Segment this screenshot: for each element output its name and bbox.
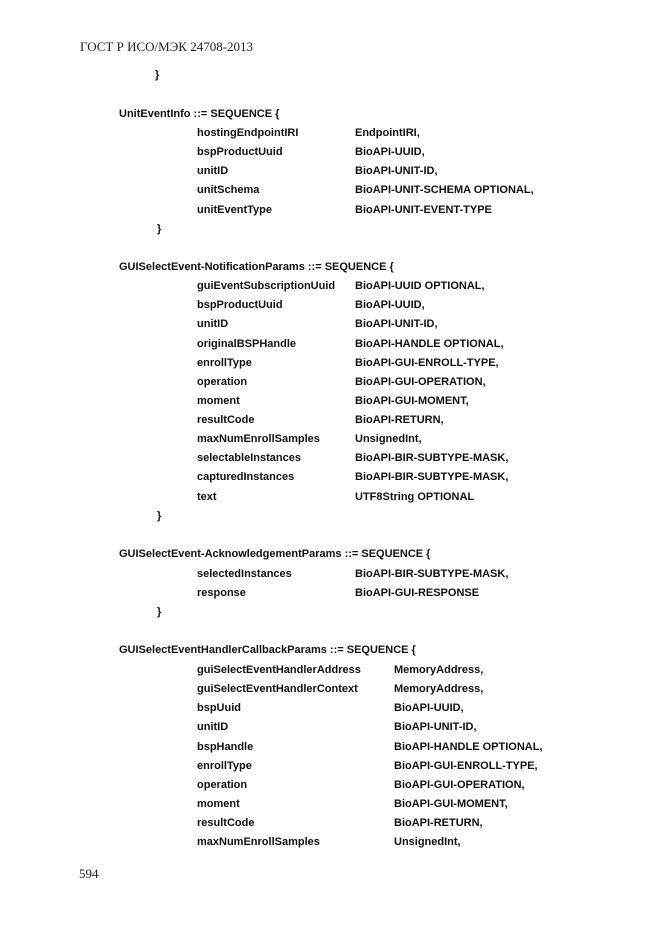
closing-brace: } <box>157 606 162 618</box>
field-name: unitEventType <box>197 204 272 216</box>
field-type: BioAPI-UUID OPTIONAL, <box>355 280 485 292</box>
block-title: GUISelectEvent-AcknowledgementParams ::= SEQUENCE { <box>119 548 431 560</box>
field-type: BioAPI-GUI-MOMENT, <box>355 395 469 407</box>
block-title: GUISelectEventHandlerCallbackParams ::= SEQUENCE { <box>119 644 416 656</box>
field-name: capturedInstances <box>197 471 295 483</box>
field-type: BioAPI-HANDLE OPTIONAL, <box>394 741 543 753</box>
field-type: BioAPI-UUID, <box>394 702 464 714</box>
field-type: BioAPI-BIR-SUBTYPE-MASK, <box>355 568 509 580</box>
field-type: BioAPI-UNIT-ID, <box>355 165 438 177</box>
field-name: operation <box>197 376 248 388</box>
field-type: BioAPI-BIR-SUBTYPE-MASK, <box>355 452 509 464</box>
field-name: unitSchema <box>197 184 260 196</box>
field-type: BioAPI-UNIT-ID, <box>355 318 438 330</box>
field-type: BioAPI-UUID, <box>355 146 425 158</box>
field-type: BioAPI-GUI-MOMENT, <box>394 798 508 810</box>
field-name: originalBSPHandle <box>197 338 297 350</box>
page-header: ГОСТ Р ИСО/МЭК 24708-2013 <box>80 39 254 54</box>
block-title: GUISelectEvent-NotificationParams ::= SEQUENCE { <box>119 261 394 273</box>
field-type: BioAPI-GUI-OPERATION, <box>355 376 486 388</box>
field-name: selectedInstances <box>197 568 292 580</box>
field-name: bspHandle <box>197 741 254 753</box>
field-name: maxNumEnrollSamples <box>197 836 320 848</box>
field-type: UnsignedInt, <box>355 433 422 445</box>
field-name: text <box>197 491 217 503</box>
field-type: BioAPI-RETURN, <box>355 414 444 426</box>
field-name: enrollType <box>197 760 252 772</box>
field-name: guiSelectEventHandlerAddress <box>197 664 361 676</box>
field-name: unitID <box>197 165 229 177</box>
field-name: guiSelectEventHandlerContext <box>197 683 358 695</box>
field-type: BioAPI-UNIT-ID, <box>394 721 477 733</box>
field-name: unitID <box>197 721 229 733</box>
block-title: UnitEventInfo ::= SEQUENCE { <box>119 108 280 120</box>
field-type: BioAPI-BIR-SUBTYPE-MASK, <box>355 471 509 483</box>
field-name: operation <box>197 779 248 791</box>
field-type: BioAPI-GUI-ENROLL-TYPE, <box>355 357 499 369</box>
field-name: moment <box>197 798 240 810</box>
closing-brace: } <box>157 223 162 235</box>
field-type: MemoryAddress, <box>394 683 484 695</box>
field-name: enrollType <box>197 357 252 369</box>
field-type: EndpointIRI, <box>355 127 420 139</box>
field-type: BioAPI-RETURN, <box>394 817 483 829</box>
field-name: unitID <box>197 318 229 330</box>
field-name: resultCode <box>197 414 255 426</box>
field-name: bspUuid <box>197 702 241 714</box>
field-name: hostingEndpointIRI <box>197 127 299 139</box>
field-type: UnsignedInt, <box>394 836 461 848</box>
field-type: BioAPI-GUI-ENROLL-TYPE, <box>394 760 538 772</box>
field-name: selectableInstances <box>197 452 301 464</box>
field-name: guiEventSubscriptionUuid <box>197 280 336 292</box>
field-type: BioAPI-UNIT-SCHEMA OPTIONAL, <box>355 184 534 196</box>
field-name: bspProductUuid <box>197 146 283 158</box>
field-type: BioAPI-GUI-RESPONSE <box>355 587 480 599</box>
field-name: bspProductUuid <box>197 299 283 311</box>
closing-brace: } <box>155 69 160 81</box>
field-type: BioAPI-HANDLE OPTIONAL, <box>355 338 504 350</box>
closing-brace: } <box>157 510 162 522</box>
field-type: BioAPI-UUID, <box>355 299 425 311</box>
page-number: 594 <box>79 866 99 881</box>
field-name: moment <box>197 395 240 407</box>
field-name: maxNumEnrollSamples <box>197 433 320 445</box>
field-type: MemoryAddress, <box>394 664 484 676</box>
field-name: response <box>197 587 246 599</box>
field-type: UTF8String OPTIONAL <box>355 491 475 503</box>
field-type: BioAPI-GUI-OPERATION, <box>394 779 525 791</box>
field-type: BioAPI-UNIT-EVENT-TYPE <box>355 204 492 216</box>
field-name: resultCode <box>197 817 255 829</box>
